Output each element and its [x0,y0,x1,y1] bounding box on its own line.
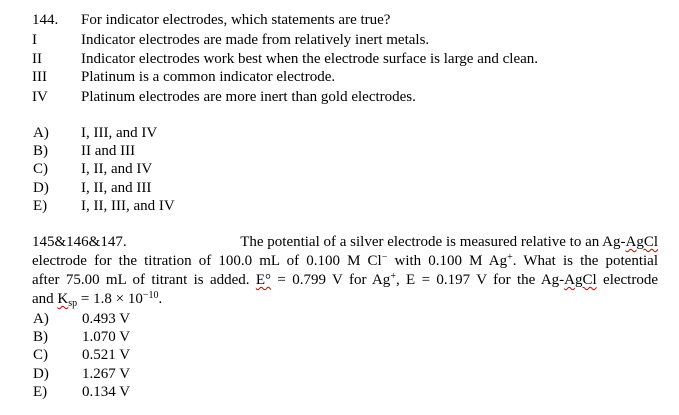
q144-stem: For indicator electrodes, which statements are true? [81,12,391,28]
q145-line3 [32,271,658,290]
choice-text: II and III [81,143,136,159]
statement-text: Indicator electrodes work best when the electrode surface is large and clean. [81,51,539,67]
q145-line4-sub: sp [68,298,78,309]
choice-text: 0.521 V [82,347,131,363]
q145-line2c: . What is the potential [512,253,658,269]
q145-line4-k: K [57,291,69,307]
statement-label: IV [32,89,48,105]
q145-line2a: electrode for the titration of 100.0 mL of 0.100 M Cl [32,253,382,269]
q145-line1-agcl: AgCl [625,234,658,250]
q145-line4 [32,290,658,309]
choice-letter: D) [33,366,49,382]
choice-text: I, II, III, and IV [81,198,175,214]
q145-line3-agcl: AgCl [564,272,597,288]
q145-number: 145&146&147. [32,234,127,250]
choice-text: I, II, and IV [81,161,153,177]
q145-line2b: with 0.100 M Ag [387,253,508,269]
q145-line1 [32,233,658,251]
q145-line1-body: The potential of a silver electrode is measured relative to an Ag- [240,234,626,250]
statement-label: II [32,51,42,67]
choice-text: I, II, and III [81,180,152,196]
q145-line2 [32,252,658,271]
q145-line4b: = 1.8 × 10 [77,291,143,307]
choice-letter: A) [33,311,49,327]
q145-line4a: and [32,291,58,307]
q145-line4-exp: −10 [142,290,159,301]
choice-letter: E) [33,198,48,214]
statement-text: Platinum is a common indicator electrode. [81,69,336,85]
statement-label: I [32,32,37,48]
statement-text: Indicator electrodes are made from relatively inert metals. [81,32,430,48]
q145-line4c: . [158,291,163,307]
choice-text: 0.134 V [82,384,131,400]
choice-letter: B) [33,143,48,159]
choice-text: 0.493 V [82,311,131,327]
choice-letter: E) [33,384,48,400]
q145-line3c: , E = 0.197 V for the Ag- [395,272,565,288]
q145-line3b: = 0.799 V for Ag [271,272,391,288]
q145-line3d: electrode [596,272,659,288]
q145-line2-sup2: + [507,252,513,263]
choice-text: 1.267 V [82,366,131,382]
statement-text: Platinum electrodes are more inert than gold electrodes. [81,89,416,105]
q145-line3-sup: + [390,271,396,282]
choice-letter: C) [33,347,48,363]
choice-text: I, III, and IV [81,125,158,141]
q145-line2-sup: − [381,252,388,263]
statement-label: III [32,69,47,85]
choice-text: 1.070 V [82,329,131,345]
q144-number: 144. [32,12,59,28]
choice-letter: A) [33,125,49,141]
q145-line3-e: E° [255,272,272,288]
q145-line3a: after 75.00 mL of titrant is added. [32,272,256,288]
choice-letter: C) [33,161,48,177]
q145-line1-text [240,233,658,251]
choice-letter: D) [33,180,49,196]
choice-letter: B) [33,329,48,345]
